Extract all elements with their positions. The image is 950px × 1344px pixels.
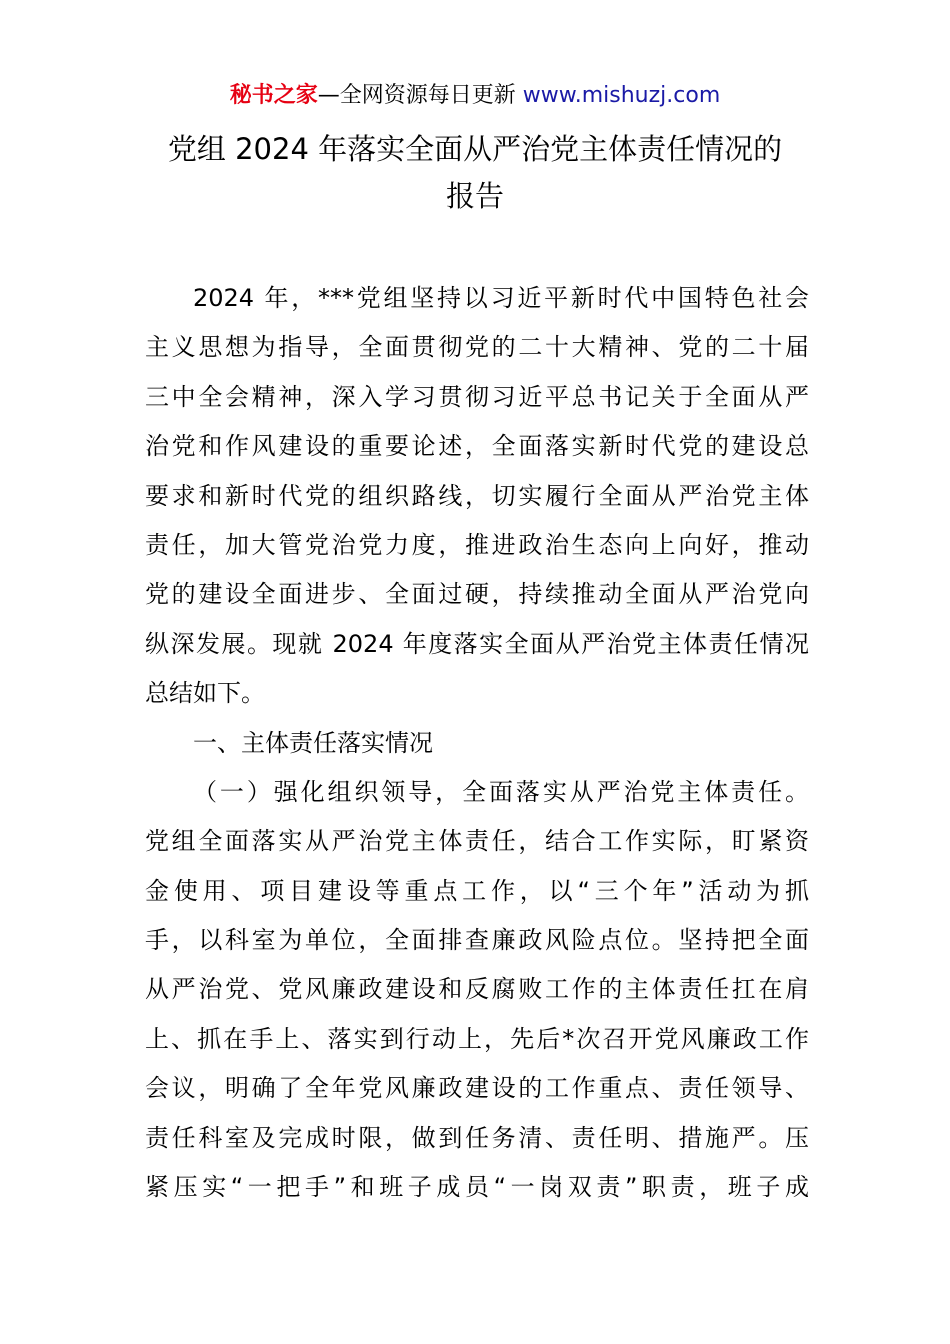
paragraph-line: 手，以科室为单位，全面排查廉政风险点位。坚持把全面 [145,926,809,955]
section-heading: 一、主体责任落实情况 [193,728,433,757]
paragraph-line: 治党和作风建设的重要论述，全面落实新时代党的建设总 [145,432,809,461]
site-url-link[interactable]: www.mishuzj.com [522,83,721,108]
paragraph-line: 要求和新时代党的组织路线，切实履行全面从严治党主体 [145,481,809,510]
paragraph-line: 紧压实“一把手”和班子成员“一岗双责”职责，班子成 [145,1173,809,1202]
document-title [100,126,850,220]
site-name: 秘书之家 [229,83,318,108]
document-body [145,274,809,1212]
title-line: 报告 [445,179,504,213]
paragraph-line: 党组全面落实从严治党主体责任，结合工作实际，盯紧资 [145,827,809,856]
paragraph-line: 主义思想为指导，全面贯彻党的二十大精神、党的二十届 [145,333,809,362]
subsection-heading-line: （一）强化组织领导，全面落实从严治党主体责任。 [193,777,809,806]
paragraph-line: 纵深发展。现就 2024 年度落实全面从严治党主体责任情况 [145,629,809,658]
paragraph-line: 责任科室及完成时限，做到任务清、责任明、措施严。压 [145,1123,809,1152]
paragraph-line: 责任，加大管党治党力度，推进政治生态向上向好，推动 [145,530,809,559]
paragraph-line: 上、抓在手上、落实到行动上，先后*次召开党风廉政工作 [145,1024,809,1053]
paragraph-line: 总结如下。 [145,679,265,708]
site-tagline: —全网资源每日更新 [317,83,523,108]
paragraph-line: 三中全会精神，深入学习贯彻习近平总书记关于全面从严 [145,382,809,411]
paragraph-line: 从严治党、党风廉政建设和反腐败工作的主体责任扛在肩 [145,975,809,1004]
site-header [0,80,950,112]
paragraph-line: 党的建设全面进步、全面过硬，持续推动全面从严治党向 [145,580,809,609]
paragraph-line: 会议，明确了全年党风廉政建设的工作重点、责任领导、 [145,1074,809,1103]
title-line: 党组 2024 年落实全面从严治党主体责任情况的 [167,132,783,166]
paragraph-line: 金使用、项目建设等重点工作，以“三个年”活动为抓 [145,876,809,905]
paragraph-line: 2024 年，***党组坚持以习近平新时代中国特色社会 [193,284,809,312]
